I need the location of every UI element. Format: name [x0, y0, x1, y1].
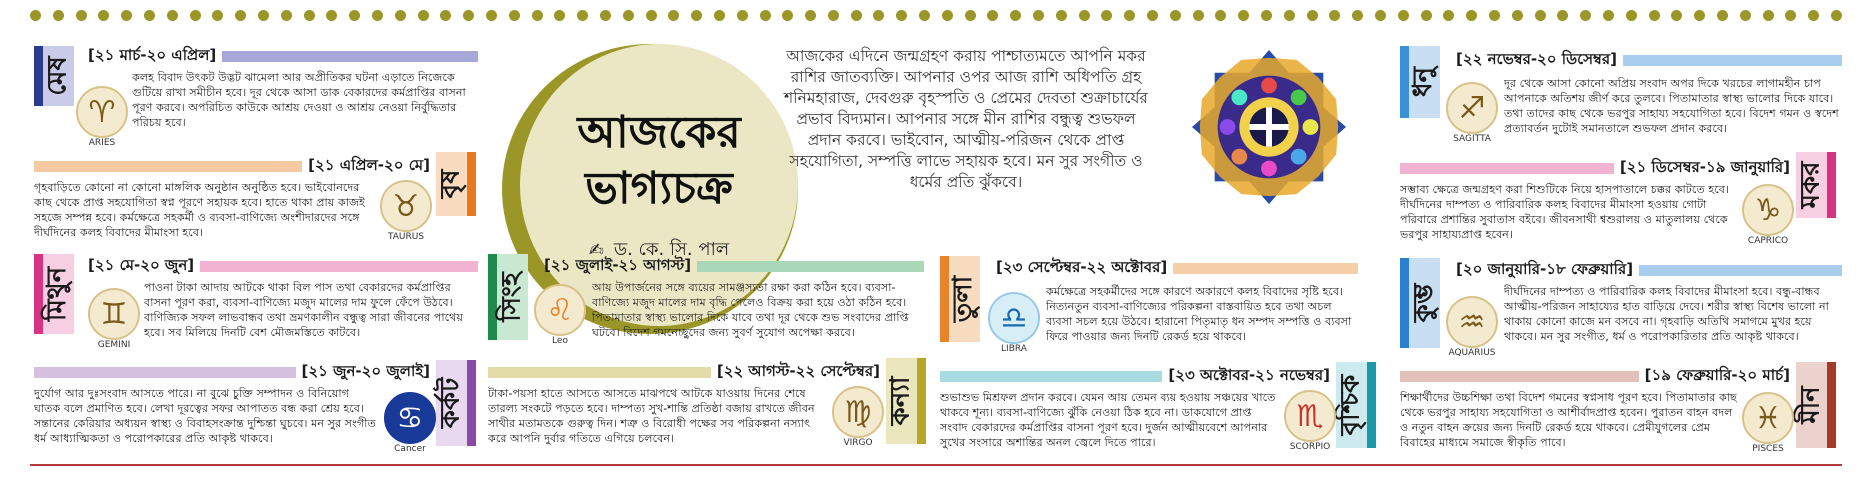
border-dot — [281, 10, 292, 21]
sign-tab-karkat: কর্কট — [436, 360, 476, 446]
border-dot — [1352, 10, 1363, 21]
border-dot — [349, 10, 360, 21]
border-dot — [509, 10, 520, 21]
border-dot — [1398, 10, 1409, 21]
color-bar — [697, 261, 924, 272]
sign-tab-dhanu: ধনু — [1400, 46, 1440, 118]
sign-tab-makar: মকর — [1796, 152, 1836, 218]
border-dot — [440, 10, 451, 21]
sign-header-mesh — [88, 46, 478, 66]
sign-tab-kanya: কন্যা — [886, 358, 926, 444]
bottom-rule — [30, 464, 1842, 466]
sign-text-kanya: টাকা-পয়সা হাতে আসতে আসতে মাঝপথে আটকে যাওয়ায় দিনের শেষে তারল্য সংকটে পড়তে হবে। দাম্পত্য সুখ-শান্তি প্রতিষ্ঠা বজায় রাখতে জীবন সাথীর মতামতকে গুরুত্ব দিন। শত্রু ও বিরোধী পক্ষের সব পরিকল্পনা নস্যাৎ করে আপনি দুর্বার গতিতে এগিয়ে চলবেন। — [488, 387, 815, 445]
border-dot — [623, 10, 634, 21]
sign-text-kumbha: দীর্ঘদিনের দাম্পত্য ও পারিবারিক কলহ বিবাদের মীমাংসা হবে। বন্ধু-বান্ধব আত্মীয়-পরিজন সাহায্যের হাত বাড়িয়ে দেবে। শরীর স্বাস্থ্য বিশেষ ভালো না থাকায় কোনো কাজে মন বসবে না। গৃহবাড়ি অতিথি সমাগমে মুখর হয়ে থাকবে। মন সুর সংগীত, ধর্ম ও পরোপকারিতার প্রতি আকৃষ্ট থাকবে। — [1504, 285, 1829, 343]
border-dot — [1147, 10, 1158, 21]
border-dot — [1170, 10, 1181, 21]
sign-tab-kumbha: কুম্ভ — [1400, 258, 1440, 348]
border-dot — [646, 10, 657, 21]
sign-date-brisha: [২১ এপ্রিল-২০ মে] — [308, 155, 430, 174]
sign-header-kumbha — [1456, 260, 1842, 280]
border-dot — [1535, 10, 1546, 21]
sign-header-singha — [544, 256, 924, 276]
border-dot — [144, 10, 155, 21]
border-dot — [258, 10, 269, 21]
sign-header-kanya — [488, 362, 880, 382]
sign-tab-mithun: মিথুন — [34, 254, 74, 334]
border-dot — [304, 10, 315, 21]
sign-date-karkat: [২১ জুন-২০ জুলাই] — [301, 361, 430, 380]
border-dot — [486, 10, 497, 21]
sign-text-brishchik: শুভাশুভ মিশ্রফল প্রদান করবে। যেমন আয় তেমন ব্যয় হওয়ায় সঞ্চয়ের খাতে থাকবে শূন্য। ব্যবসা-বাণিজ্যে ঝুঁকি নেওয়া ঠিক হবে না। ডাকযোগে প্রাপ্ত সংবাদ বেকারদের কর্মপ্রাপ্তির বাসনা পূরণ হবে। দুর্জন আত্মীয়বেশে আপনার সুখের সংসারে অশান্তির অনল জ্বেলে দিতে পারে। — [940, 391, 1276, 449]
sign-header-makar — [1400, 158, 1790, 178]
scorpio-icon: ♏ SCORPIO — [1284, 390, 1336, 442]
page-title: আজকের ভাগ্যচক্র — [577, 106, 741, 214]
border-dot — [418, 10, 429, 21]
color-bar — [1623, 55, 1842, 66]
border-dot — [167, 10, 178, 21]
leo-icon: ♌ Leo — [534, 284, 586, 336]
border-dot — [372, 10, 383, 21]
border-dot — [1056, 10, 1067, 21]
border-dot — [1261, 10, 1272, 21]
aquarius-icon: ♒ AQUARIUS — [1446, 296, 1498, 348]
border-dot — [1375, 10, 1386, 21]
border-dot — [1284, 10, 1295, 21]
sign-text-dhanu: দূর থেকে আসা কোনো অপ্রিয় সংবাদ অপর দিকে খরচের লাগামহীন চাপ আপনাকে অতিশয় জীর্ণ করে তুলবে। পিতামাতার স্বাস্থ্য ভালোর দিকে যাবে। তথা তাদের কাছ থেকে ভরপুর সাহায্য সহযোগিতা হবে। বিদেশ গমন ও স্বদেশ প্রত্যাবর্তন দুটোই সমানতালে শুভফল প্রদান করবে। — [1504, 77, 1839, 135]
border-dot — [987, 10, 998, 21]
sign-date-mithun: [২১ মে-২০ জুন] — [88, 255, 195, 274]
aries-icon: ♈ ARIES — [76, 86, 128, 138]
sign-date-kanya: [২২ আগস্ট-২২ সেপ্টেম্বর] — [716, 361, 880, 380]
border-dot — [1489, 10, 1500, 21]
border-dot — [1740, 10, 1751, 21]
sign-tab-singha: সিংহ — [488, 254, 528, 340]
border-dot — [1603, 10, 1614, 21]
border-dot — [805, 10, 816, 21]
border-dot — [737, 10, 748, 21]
border-dot — [212, 10, 223, 21]
border-dot — [1717, 10, 1728, 21]
sign-header-dhanu — [1456, 50, 1842, 70]
dotted-border — [30, 10, 1842, 28]
border-dot — [1694, 10, 1705, 21]
border-dot — [782, 10, 793, 21]
color-bar — [222, 51, 478, 62]
border-dot — [1421, 10, 1432, 21]
border-dot — [600, 10, 611, 21]
border-dot — [1649, 10, 1660, 21]
border-dot — [1512, 10, 1523, 21]
border-dot — [1808, 10, 1819, 21]
intro-paragraph: আজকের এদিনে জন্মগ্রহণ করায় পাশ্চাত্যমতে আপনি মকর রাশির জাতব্যক্তি। আপনার ওপর আজ রাশি অধিপতি গ্রহ শনিমহারাজ, দেবগুরু বৃহস্পতি ও প্রেমের দেবতা শুক্রাচার্যের প্রভাব বিদ্যমান। আপনার সঙ্গে মীন রাশির বন্ধুত্ব শুভফল প্রদান করবে। ভাইবোন, আত্মীয়-পরিজন থেকে প্রাপ্ত সহযোগিতা, সম্পত্তি লাভে সহায়ক হবে। মন সুর সংগীত ও ধর্মের প্রতি ঝুঁকবে। — [784, 47, 1148, 191]
sign-header-mithun — [88, 256, 478, 276]
sign-header-meen — [1400, 366, 1790, 386]
color-bar — [34, 367, 296, 378]
sign-header-tula — [996, 258, 1358, 278]
border-dot — [1033, 10, 1044, 21]
border-dot — [98, 10, 109, 21]
sign-header-brishchik — [940, 366, 1330, 386]
border-dot — [919, 10, 930, 21]
sign-text-singha: আয় উপার্জনের সঙ্গে ব্যয়ের সামঞ্জস্যতা রক্ষা করা কঠিন হবে। ব্যবসা-বাণিজ্যে মজুদ মালের দাম বৃদ্ধি পেলেও বিক্রয় করা হয়ে ওঠা কঠিন হবে। পিতামাতার স্বাস্থ্য ভালোর দিকে যাবে তথা দূর থেকে শুভ সংবাদের প্রাপ্তি ঘটবে। বিদেশ গমনেচ্ছুদের জন্য সুবর্ণ সুযোগ অপেক্ষা করবে। — [592, 281, 909, 339]
border-dot — [235, 10, 246, 21]
border-dot — [1466, 10, 1477, 21]
pen-icon: ✍ — [588, 239, 604, 261]
capricorn-icon: ♑ CAPRICO — [1742, 184, 1794, 236]
sign-date-meen: [১৯ ফেব্রুয়ারি-২০ মার্চ] — [1644, 365, 1790, 384]
sign-text-meen: শিক্ষার্থীদের উচ্চশিক্ষা তথা বিদেশ গমনের স্বপ্নসাধ পূরণ হবে। পিতামাতার কাছ থেকে ভরপুর সাহায্য সহযোগিতা ও আশীর্বাদপ্রাপ্ত হবেন। পুরাতন বাহন বদল ও নতুন বাহন ক্রয়ের জন্য দিনটি রেকর্ড হয়ে থাকবে। প্রেমীযুগলের প্রেম বিবাহের মাধ্যমে সমাজে স্বীকৃতি পাবে। — [1400, 391, 1737, 449]
color-bar — [1400, 371, 1639, 382]
border-dot — [463, 10, 474, 21]
border-dot — [1193, 10, 1204, 21]
border-dot — [1763, 10, 1774, 21]
border-dot — [942, 10, 953, 21]
color-bar — [1400, 163, 1614, 174]
border-dot — [1557, 10, 1568, 21]
border-dot — [53, 10, 64, 21]
border-dot — [1307, 10, 1318, 21]
border-dot — [873, 10, 884, 21]
author-name: ড. কে. সি. পাল — [613, 238, 730, 260]
sign-date-tula: [২৩ সেপ্টেম্বর-২২ অক্টোবর] — [996, 257, 1168, 276]
sign-header-brisha — [34, 156, 430, 176]
border-dot — [577, 10, 588, 21]
border-dot — [851, 10, 862, 21]
border-dot — [1101, 10, 1112, 21]
color-bar — [1173, 263, 1358, 274]
border-dot — [1831, 10, 1842, 21]
border-dot — [1443, 10, 1454, 21]
border-dot — [1215, 10, 1226, 21]
color-bar — [34, 161, 302, 172]
border-dot — [965, 10, 976, 21]
border-dot — [121, 10, 132, 21]
sign-text-tula: কর্মক্ষেত্রে সহকর্মীদের সঙ্গে কারণে অকারণে কলহ বিবাদের সৃষ্টি হবে। নিত্যনতুন ব্যবসা-বাণিজ্যের পরিকল্পনা বাস্তবায়িত হবে তথা অচল ব্যবসা সচল হয়ে উঠবে। হারানো পিতৃমাতৃ ধন সম্পদ সম্পত্তি ও ব্যবসা ফিরে পাওয়ার জন্য দিনটি রেকর্ড হয়ে থাকবে। — [1046, 285, 1352, 343]
border-dot — [30, 10, 41, 21]
pisces-icon: ♓ PISCES — [1742, 392, 1794, 444]
sign-date-brishchik: [২৩ অক্টোবর-২১ নভেম্বর] — [1168, 365, 1330, 384]
sign-tab-tula: তুলা — [940, 256, 980, 342]
sign-tab-brisha: বৃষ — [436, 152, 476, 216]
border-dot — [691, 10, 702, 21]
border-dot — [1329, 10, 1340, 21]
border-dot — [1124, 10, 1135, 21]
sign-header-karkat — [34, 362, 430, 382]
color-bar — [940, 371, 1162, 382]
border-dot — [326, 10, 337, 21]
border-dot — [1079, 10, 1090, 21]
sign-date-singha: [২১ জুলাই-২১ আগস্ট] — [544, 255, 692, 274]
sign-date-makar: [২১ ডিসেম্বর-১৯ জানুয়ারি] — [1619, 157, 1790, 176]
sign-tab-mesh: মেষ — [34, 46, 74, 106]
border-dot — [190, 10, 201, 21]
libra-icon: ♎ LIBRA — [988, 292, 1040, 344]
border-dot — [896, 10, 907, 21]
border-dot — [1785, 10, 1796, 21]
taurus-icon: ♉ TAURUS — [380, 180, 432, 232]
color-bar — [200, 261, 478, 272]
zodiac-wheel-icon — [1190, 48, 1348, 206]
sign-date-kumbha: [২০ জানুয়ারি-১৮ ফেব্রুয়ারি] — [1456, 259, 1634, 278]
sign-text-karkat: দুর্যোগ আর দুঃসংবাদ আসতে পারে। না বুঝে চুক্তি সম্পাদন ও বিনিয়োগ ঘাতক বলে প্রমাণিত হবে। লেখা দূরত্বের সফর আপাতত বন্ধ করা শ্রেয় হবে। সন্তানের কেরিয়ার অধ্যয়ন স্বাস্থ্য ও বিবাহসংক্রান্ত দুশ্চিন্তা ঘুচবে। মন সুর সংগীত ধর্ম আধ্যাত্মিকতা ও পরোপকারের প্রতি আকৃষ্ট থাকবে। — [34, 387, 376, 445]
sign-text-mithun: পাওনা টাকা আদায় আটকে থাকা বিল পাস তথা বেকারদের কর্মপ্রাপ্তির বাসনা পূরণ করা, ব্যবসা-বাণিজ্যে মজুদ মালের দাম ফুলে ফেঁপে উঠবে। বাণিজ্যিক সফল লাভবান্ধব তথা ভ্রমণকালীন বন্ধুত্ব সারা জীবনের পাথেয় হবে। সব মিলিয়ে দিনটি বেশ মৌজমস্তিতে কাটবে। — [144, 281, 463, 339]
border-dot — [1671, 10, 1682, 21]
cancer-icon: ♋ Cancer — [384, 392, 436, 444]
border-dot — [1580, 10, 1591, 21]
border-dot — [76, 10, 87, 21]
virgo-icon: ♍ VIRGO — [832, 386, 884, 438]
border-dot — [532, 10, 543, 21]
sign-tab-meen: মীন — [1796, 362, 1836, 448]
sign-text-makar: সম্ভাব্য ক্ষেত্রে জন্মগ্রহণ করা শিশুটিকে নিয়ে হাসপাতালে চক্কর কাটতে হবে। দীর্ঘদিনের দাম্পত্য ও পারিবারিক কলহ বিবাদের মীমাংসা হওয়ায় গোটা পরিবারে প্রশান্তির সুবাতাস বইবে। জীবনসাথী শ্বশুরালয় ও মাতুলালয় থেকে ভরপুর সাহায্যপ্রাপ্ত হবেন। — [1400, 183, 1729, 241]
sign-text-brisha: গৃহবাড়িতে কোনো না কোনো মাঙ্গলিক অনুষ্ঠান অনুষ্ঠিত হবে। ভাইবোনদের কাছ থেকে প্রাপ্ত সহযোগিতা স্বপ্ন পূরণে সহায়ক হবে। হাতে থাকা প্রায় কাজই সহজে সম্পন্ন হবে। কর্মক্ষেত্রে সহকর্মী ও ব্যবসা-বাণিজ্যে অংশীদারদের সঙ্গে দীর্ঘদিনের কলহ বিবাদের মীমাংসা হবে। — [34, 181, 365, 239]
sign-date-dhanu: [২২ নভেম্বর-২০ ডিসেম্বর] — [1456, 49, 1617, 68]
border-dot — [395, 10, 406, 21]
border-dot — [668, 10, 679, 21]
border-dot — [828, 10, 839, 21]
gemini-icon: ♊ GEMINI — [88, 288, 140, 340]
border-dot — [1626, 10, 1637, 21]
color-bar — [488, 367, 711, 378]
sign-tab-brishchik: বৃশ্চিক — [1336, 362, 1376, 448]
border-dot — [760, 10, 771, 21]
sign-text-mesh: কলহ বিবাদ উৎকট উদ্ভট ঝামেলা আর অপ্রীতিকর ঘটনা এড়াতে নিজেকে গুটিয়ে রাখা সমীচীন হবে। দূর থেকে আসা ডাক বেকারদের কর্মপ্রাপ্তির বাসনা পূরণ করবে। অপরিচিত কাউকে আশ্রয় দেওয়া ও আশ্রয় নেওয়া নির্বুদ্ধিতার পরিচয় হবে। — [132, 71, 466, 129]
sagittarius-icon: ♐ SAGITTA — [1446, 82, 1498, 134]
border-dot — [554, 10, 565, 21]
border-dot — [1238, 10, 1249, 21]
sign-date-mesh: [২১ মার্চ-২০ এপ্রিল] — [88, 45, 217, 64]
border-dot — [714, 10, 725, 21]
color-bar — [1639, 265, 1842, 276]
border-dot — [1010, 10, 1021, 21]
